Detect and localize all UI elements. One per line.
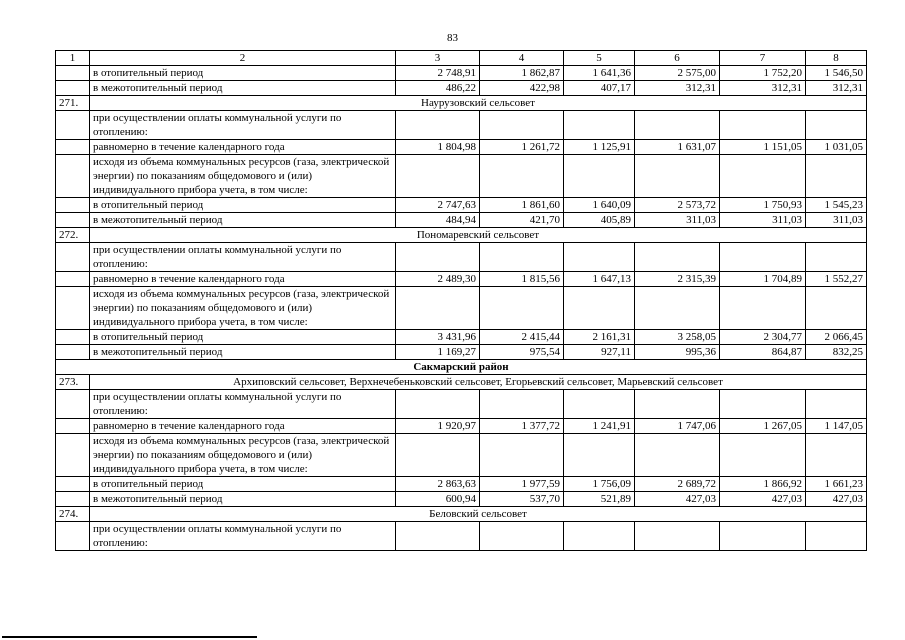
value-cell: 311,03 xyxy=(635,213,720,228)
value-cell: 1 804,98 xyxy=(396,140,480,155)
empty-value-cell xyxy=(396,522,480,551)
value-cell: 405,89 xyxy=(564,213,635,228)
section-title: Архиповский сельсовет, Верхнечебеньковский сельсовет, Егорьевский сельсовет, Марьевский сельсовет xyxy=(90,375,867,390)
footnote-rule xyxy=(2,636,257,638)
row-label-cell: в отопительный период xyxy=(90,477,396,492)
column-header: 1 xyxy=(56,51,90,66)
value-cell: 312,31 xyxy=(635,81,720,96)
page-number: 83 xyxy=(447,32,458,44)
table-row xyxy=(56,243,867,272)
empty-value-cell xyxy=(806,111,867,140)
value-cell: 1 169,27 xyxy=(396,345,480,360)
table-row xyxy=(56,155,867,198)
empty-value-cell xyxy=(396,287,480,330)
value-cell: 832,25 xyxy=(806,345,867,360)
value-cell: 311,03 xyxy=(720,213,806,228)
value-cell: 1 977,59 xyxy=(480,477,564,492)
district-title: Сакмарский район xyxy=(56,360,867,375)
value-cell: 864,87 xyxy=(720,345,806,360)
row-label-cell: в отопительный период xyxy=(90,66,396,81)
value-cell: 1 920,97 xyxy=(396,419,480,434)
column-header: 2 xyxy=(90,51,396,66)
value-cell: 1 756,09 xyxy=(564,477,635,492)
row-number-cell xyxy=(56,140,90,155)
row-label-cell: исходя из объема коммунальных ресурсов (газа, электрической энергии) по показаниям общедомового и (или) индивидуального прибора учета, в том числе: xyxy=(90,434,396,477)
empty-value-cell xyxy=(635,111,720,140)
empty-value-cell xyxy=(806,155,867,198)
table-row xyxy=(56,198,867,213)
row-label-cell: при осуществлении оплаты коммунальной услуги по отоплению: xyxy=(90,390,396,419)
value-cell: 1 640,09 xyxy=(564,198,635,213)
row-label-cell: равномерно в течение календарного года xyxy=(90,419,396,434)
section-number-cell: 272. xyxy=(56,228,90,243)
empty-value-cell xyxy=(480,390,564,419)
row-label-cell: в межотопительный период xyxy=(90,213,396,228)
value-cell: 1 815,56 xyxy=(480,272,564,287)
table-row xyxy=(56,390,867,419)
value-cell: 1 377,72 xyxy=(480,419,564,434)
row-number-cell xyxy=(56,198,90,213)
value-cell: 427,03 xyxy=(720,492,806,507)
row-number-cell xyxy=(56,477,90,492)
value-cell: 1 661,23 xyxy=(806,477,867,492)
row-number-cell xyxy=(56,522,90,551)
section-number-cell: 273. xyxy=(56,375,90,390)
value-cell: 1 861,60 xyxy=(480,198,564,213)
value-cell: 427,03 xyxy=(635,492,720,507)
value-cell: 2 575,00 xyxy=(635,66,720,81)
value-cell: 2 066,45 xyxy=(806,330,867,345)
empty-value-cell xyxy=(720,522,806,551)
table-row xyxy=(56,345,867,360)
table-header-row xyxy=(56,51,867,66)
row-number-cell xyxy=(56,213,90,228)
value-cell: 1 267,05 xyxy=(720,419,806,434)
row-number-cell xyxy=(56,330,90,345)
row-number-cell xyxy=(56,81,90,96)
value-cell: 2 489,30 xyxy=(396,272,480,287)
empty-value-cell xyxy=(564,287,635,330)
section-number-cell: 271. xyxy=(56,96,90,111)
value-cell: 1 631,07 xyxy=(635,140,720,155)
value-cell: 1 866,92 xyxy=(720,477,806,492)
value-cell: 927,11 xyxy=(564,345,635,360)
value-cell: 3 258,05 xyxy=(635,330,720,345)
value-cell: 1 031,05 xyxy=(806,140,867,155)
row-label-cell: исходя из объема коммунальных ресурсов (газа, электрической энергии) по показаниям общедомового и (или) индивидуального прибора учета, в том числе: xyxy=(90,155,396,198)
row-label-cell: равномерно в течение календарного года xyxy=(90,272,396,287)
table-row xyxy=(56,419,867,434)
value-cell: 537,70 xyxy=(480,492,564,507)
row-number-cell xyxy=(56,111,90,140)
empty-value-cell xyxy=(396,243,480,272)
table-row xyxy=(56,66,867,81)
table-row xyxy=(56,522,867,551)
value-cell: 521,89 xyxy=(564,492,635,507)
table-row xyxy=(56,81,867,96)
empty-value-cell xyxy=(480,287,564,330)
value-cell: 1 552,27 xyxy=(806,272,867,287)
table-row xyxy=(56,330,867,345)
empty-value-cell xyxy=(480,522,564,551)
row-label-cell: при осуществлении оплаты коммунальной услуги по отоплению: xyxy=(90,243,396,272)
value-cell: 484,94 xyxy=(396,213,480,228)
column-header: 3 xyxy=(396,51,480,66)
row-label-cell: равномерно в течение календарного года xyxy=(90,140,396,155)
empty-value-cell xyxy=(635,434,720,477)
value-cell: 486,22 xyxy=(396,81,480,96)
empty-value-cell xyxy=(720,434,806,477)
value-cell: 1 862,87 xyxy=(480,66,564,81)
value-cell: 1 241,91 xyxy=(564,419,635,434)
value-cell: 2 161,31 xyxy=(564,330,635,345)
row-label-cell: в межотопительный период xyxy=(90,345,396,360)
row-label-cell: при осуществлении оплаты коммунальной услуги по отоплению: xyxy=(90,522,396,551)
table-row xyxy=(56,228,867,243)
empty-value-cell xyxy=(480,434,564,477)
value-cell: 2 748,91 xyxy=(396,66,480,81)
value-cell: 1 747,06 xyxy=(635,419,720,434)
row-label-cell: в межотопительный период xyxy=(90,492,396,507)
row-number-cell xyxy=(56,345,90,360)
value-cell: 1 704,89 xyxy=(720,272,806,287)
table-row xyxy=(56,213,867,228)
column-header: 5 xyxy=(564,51,635,66)
section-number-cell: 274. xyxy=(56,507,90,522)
column-header: 7 xyxy=(720,51,806,66)
row-label-cell: исходя из объема коммунальных ресурсов (газа, электрической энергии) по показаниям общедомового и (или) индивидуального прибора учета, в том числе: xyxy=(90,287,396,330)
value-cell: 600,94 xyxy=(396,492,480,507)
table-row xyxy=(56,287,867,330)
value-cell: 312,31 xyxy=(806,81,867,96)
empty-value-cell xyxy=(396,111,480,140)
empty-value-cell xyxy=(396,155,480,198)
value-cell: 3 431,96 xyxy=(396,330,480,345)
value-cell: 1 125,91 xyxy=(564,140,635,155)
value-cell: 2 863,63 xyxy=(396,477,480,492)
empty-value-cell xyxy=(806,522,867,551)
table-row xyxy=(56,507,867,522)
value-cell: 1 752,20 xyxy=(720,66,806,81)
value-cell: 2 689,72 xyxy=(635,477,720,492)
empty-value-cell xyxy=(806,243,867,272)
table-row xyxy=(56,111,867,140)
empty-value-cell xyxy=(806,434,867,477)
table-row xyxy=(56,140,867,155)
value-cell: 2 304,77 xyxy=(720,330,806,345)
empty-value-cell xyxy=(480,155,564,198)
empty-value-cell xyxy=(480,111,564,140)
value-cell: 2 747,63 xyxy=(396,198,480,213)
row-number-cell xyxy=(56,390,90,419)
value-cell: 2 573,72 xyxy=(635,198,720,213)
value-cell: 1 546,50 xyxy=(806,66,867,81)
column-header: 4 xyxy=(480,51,564,66)
table-row xyxy=(56,360,867,375)
value-cell: 1 261,72 xyxy=(480,140,564,155)
empty-value-cell xyxy=(720,390,806,419)
row-number-cell xyxy=(56,419,90,434)
value-cell: 1 750,93 xyxy=(720,198,806,213)
table-row xyxy=(56,477,867,492)
row-label-cell: при осуществлении оплаты коммунальной услуги по отоплению: xyxy=(90,111,396,140)
value-cell: 975,54 xyxy=(480,345,564,360)
value-cell: 1 151,05 xyxy=(720,140,806,155)
row-number-cell xyxy=(56,66,90,81)
value-cell: 2 315,39 xyxy=(635,272,720,287)
table-row xyxy=(56,492,867,507)
empty-value-cell xyxy=(396,390,480,419)
empty-value-cell xyxy=(635,155,720,198)
value-cell: 2 415,44 xyxy=(480,330,564,345)
empty-value-cell xyxy=(720,111,806,140)
empty-value-cell xyxy=(720,287,806,330)
value-cell: 1 545,23 xyxy=(806,198,867,213)
section-title: Наурузовский сельсовет xyxy=(90,96,867,111)
section-title: Пономаревский сельсовет xyxy=(90,228,867,243)
value-cell: 1 641,36 xyxy=(564,66,635,81)
empty-value-cell xyxy=(720,155,806,198)
value-cell: 407,17 xyxy=(564,81,635,96)
empty-value-cell xyxy=(635,243,720,272)
value-cell: 422,98 xyxy=(480,81,564,96)
table-row xyxy=(56,272,867,287)
column-header: 8 xyxy=(806,51,867,66)
value-cell: 312,31 xyxy=(720,81,806,96)
tariff-table xyxy=(55,50,867,551)
row-label-cell: в межотопительный период xyxy=(90,81,396,96)
empty-value-cell xyxy=(564,155,635,198)
empty-value-cell xyxy=(564,522,635,551)
empty-value-cell xyxy=(396,434,480,477)
table-row xyxy=(56,375,867,390)
column-header: 6 xyxy=(635,51,720,66)
row-number-cell xyxy=(56,492,90,507)
row-number-cell xyxy=(56,434,90,477)
section-title: Беловский сельсовет xyxy=(90,507,867,522)
value-cell: 311,03 xyxy=(806,213,867,228)
empty-value-cell xyxy=(720,243,806,272)
empty-value-cell xyxy=(480,243,564,272)
table-row xyxy=(56,434,867,477)
row-label-cell: в отопительный период xyxy=(90,198,396,213)
row-label-cell: в отопительный период xyxy=(90,330,396,345)
empty-value-cell xyxy=(564,243,635,272)
row-number-cell xyxy=(56,272,90,287)
value-cell: 1 147,05 xyxy=(806,419,867,434)
empty-value-cell xyxy=(635,287,720,330)
empty-value-cell xyxy=(564,434,635,477)
value-cell: 995,36 xyxy=(635,345,720,360)
row-number-cell xyxy=(56,243,90,272)
empty-value-cell xyxy=(564,111,635,140)
empty-value-cell xyxy=(564,390,635,419)
row-number-cell xyxy=(56,287,90,330)
empty-value-cell xyxy=(806,287,867,330)
value-cell: 1 647,13 xyxy=(564,272,635,287)
empty-value-cell xyxy=(635,522,720,551)
row-number-cell xyxy=(56,155,90,198)
empty-value-cell xyxy=(635,390,720,419)
value-cell: 421,70 xyxy=(480,213,564,228)
value-cell: 427,03 xyxy=(806,492,867,507)
empty-value-cell xyxy=(806,390,867,419)
table-row xyxy=(56,96,867,111)
